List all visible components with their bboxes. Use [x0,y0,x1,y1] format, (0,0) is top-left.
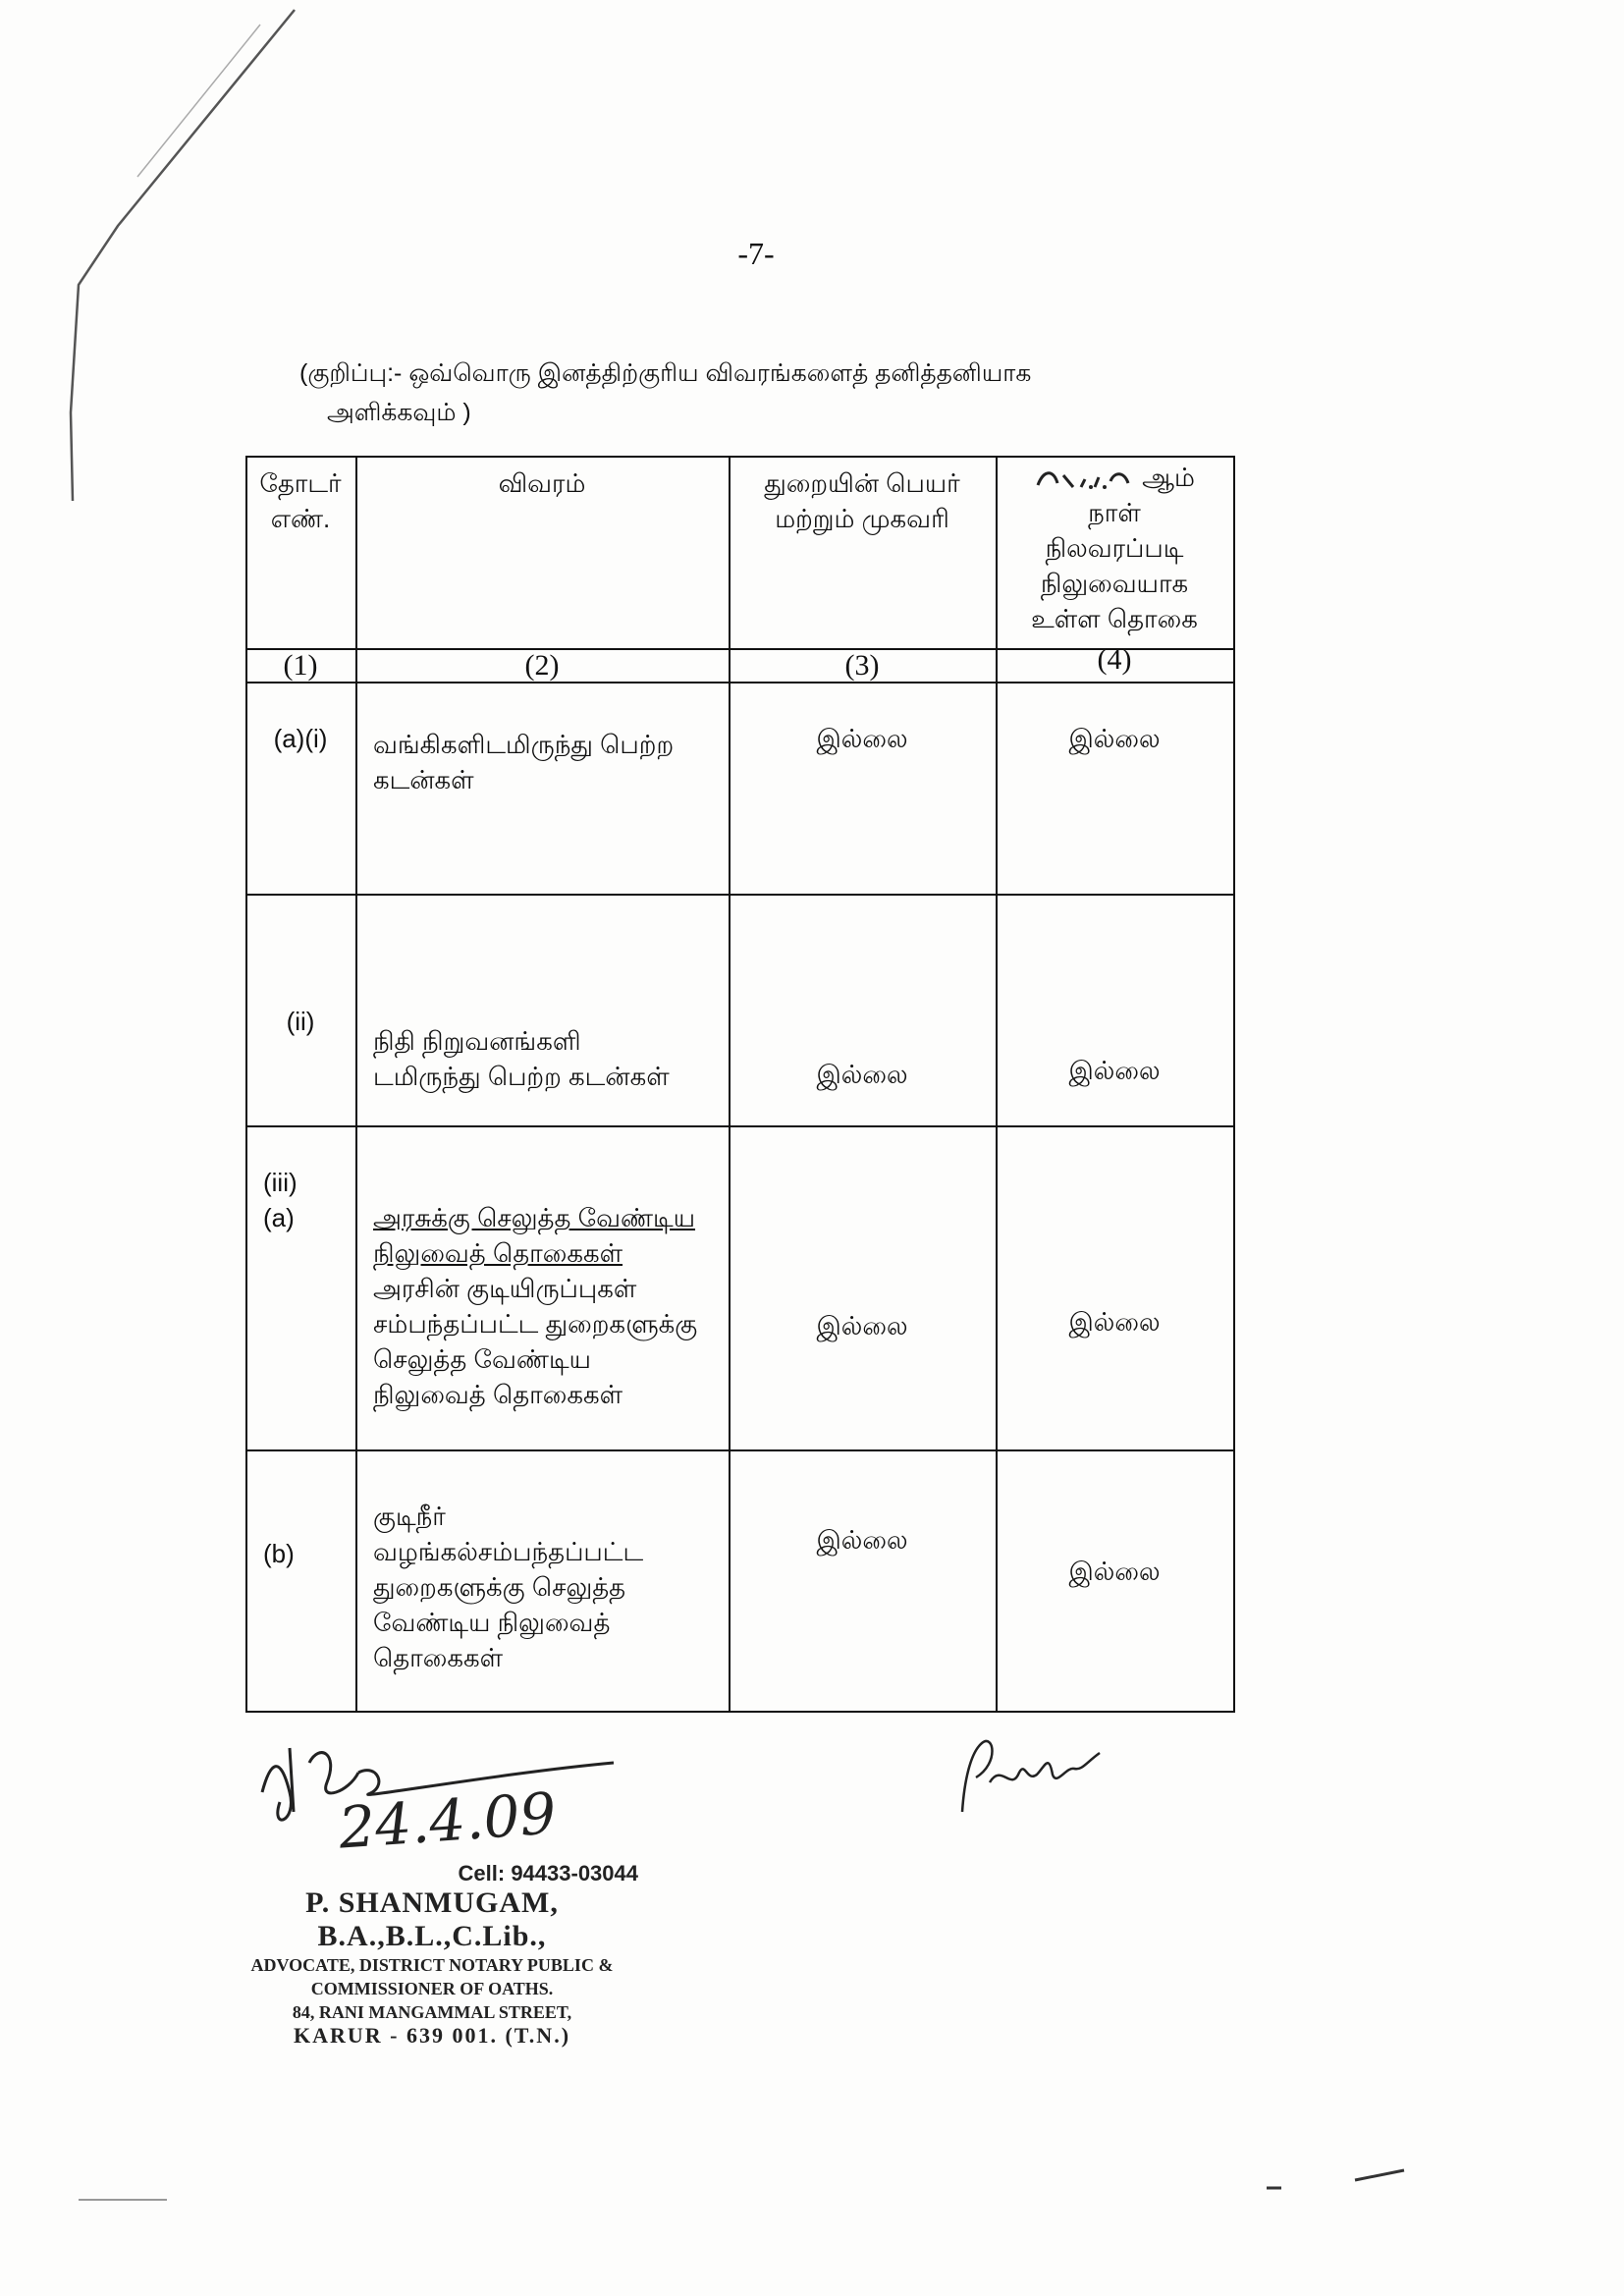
header-amount-line: நிலவரப்படி [1045,533,1184,563]
row-3-detail-line: நிலுவைத் தொகைகள் [373,1380,623,1409]
row-3-serial [263,1165,352,1235]
page-number: -7- [737,236,775,271]
stamp-line-1: ADVOCATE, DISTRICT NOTARY PUBLIC & [250,1955,614,1975]
stamp-line-4: KARUR - 639 001. (T.N.) [293,2023,571,2048]
header-amount-line: நிலுவையாக [1040,569,1189,598]
row-4-detail-line: குடிநீர் [373,1502,446,1531]
note-line-2: அளிக்கவும் ) [327,399,471,426]
scan-bottom-marks [0,2160,1624,2239]
signature-date: 24.4.09 [336,1779,559,1862]
row-4-department: இல்லை [816,1525,908,1555]
row-1-detail [373,727,727,797]
handwritten-date-scribble [1034,465,1142,493]
row-4-detail-line: வழங்கல்சம்பந்தப்பட்ட [373,1537,644,1566]
header-serial-no-line: எண். [270,504,331,533]
row-4-amount: இல்லை [1068,1557,1161,1586]
header-department [729,465,996,536]
row-2-detail-line: நிதி நிறுவனங்களி [373,1026,581,1056]
row-3-detail [373,1200,727,1412]
signature-right [943,1723,1119,1822]
row-3-detail-line: சம்பந்தப்பட்ட துறைகளுக்கு [373,1309,698,1339]
row-1-amount: இல்லை [1068,724,1161,753]
header-department-line: மற்றும் முகவரி [775,504,949,533]
row-4-detail [373,1499,727,1675]
stamp-cell-number: Cell: 94433-03044 [458,1861,638,1886]
row-4-serial: (b) [263,1539,295,1568]
column-number-3: (3) [844,649,880,682]
stamp-line-3: 84, RANI MANGAMMAL STREET, [292,2002,572,2022]
row-3-heading-line: நிலுவைத் தொகைகள் [373,1238,623,1268]
scan-edge-mark [0,0,314,511]
header-amount-line: நாள் [1088,498,1141,527]
header-amount [996,460,1233,636]
header-details [355,465,729,501]
row-3-amount: இல்லை [1068,1307,1161,1337]
header-amount-suffix: ஆம் [1142,463,1195,492]
row-3-detail-line: செலுத்த வேண்டிய [373,1344,591,1374]
column-number-1: (1) [283,649,318,682]
row-3-heading-line: அரசுக்கு செலுத்த வேண்டிய [373,1203,696,1232]
note-line-1: (குறிப்பு:- ஒவ்வொரு இனத்திற்குரிய விவரங்களைத் தனித்தனியாக [299,359,1032,387]
header-details-line: விவரம் [498,468,586,498]
row-4-detail-line: வேண்டிய நிலுவைத் [373,1608,611,1637]
row-2-detail-line: டமிருந்து பெற்ற கடன்கள் [373,1062,670,1091]
row-2-department: இல்லை [816,1060,908,1089]
note-text [299,354,1183,432]
row-3-serial-line: (a) [263,1203,295,1232]
row-4-detail-line: தொகைகள் [373,1643,504,1672]
header-amount-line [996,460,1233,495]
column-number-2: (2) [524,649,560,682]
row-2-detail [373,1023,727,1094]
row-1-department: இல்லை [816,724,908,753]
row-1-serial: (a)(i) [273,724,328,753]
row-3-serial-line: (iii) [263,1168,298,1197]
row-2-amount: இல்லை [1068,1056,1161,1085]
header-serial-no-line: தோடர் [259,468,342,498]
column-number-4: (4) [1097,643,1132,676]
notary-stamp [196,1861,668,2048]
row-1-detail-line: கடன்கள் [373,765,474,794]
header-department-line: துறையின் பெயர் [764,468,960,498]
row-3-department: இல்லை [816,1311,908,1340]
stamp-line-2: COMMISSIONER OF OATHS. [310,1979,554,1998]
liabilities-table [245,456,1235,1713]
row-2-serial: (ii) [286,1007,315,1036]
row-3-detail-line: அரசின் குடியிருப்புகள் [373,1274,637,1303]
stamp-name: P. SHANMUGAM, B.A.,B.L.,C.Lib., [305,1886,559,1952]
row-4-detail-line: துறைகளுக்கு செலுத்த [373,1572,626,1602]
row-1-detail-line: வங்கிகளிடமிருந்து பெற்ற [373,730,675,759]
header-amount-line: உள்ள தொகை [1031,604,1198,633]
header-serial-no [245,465,355,536]
